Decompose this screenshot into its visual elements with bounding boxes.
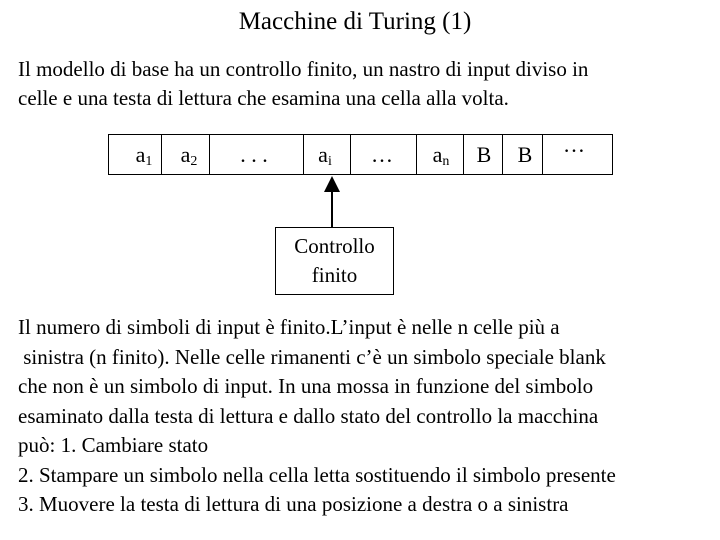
body-line: 3. Muovere la testa di lettura di una posizione a destra o a sinistra [18,492,569,516]
tape-cell-a2 [169,135,209,174]
tape-cell-dots: . . . [240,142,268,167]
tape-divider [502,135,503,174]
tape-cell-subscript: 1 [145,154,153,169]
tape-cell-blank: B [517,142,533,167]
tape-cell-blank: B [476,142,492,167]
tape-cell-ai [307,135,343,174]
body-line: esaminato dalla testa di lettura e dallo stato del controllo la macchina [18,403,599,428]
tape-cell-trailing-ellipsis: … [563,132,585,157]
intro-paragraph [18,55,708,113]
input-tape [108,134,613,175]
intro-line: celle e una testa di lettura che esamina una cella alla volta. [18,86,509,110]
control-label-line: finito [311,263,358,287]
tape-cell-ellipsis: … [371,142,393,167]
tape-cell-an [421,135,461,174]
tape-cell-subscript: 2 [190,154,198,169]
body-line: può: 1. Cambiare stato [18,433,209,457]
body-line: Il numero di simboli di input è finito.L’input è nelle n celle più a [18,315,560,339]
tape-divider [350,135,351,174]
tape-divider [161,135,162,174]
finite-control-box [275,227,394,295]
body-line: 2. Stampare un simbolo nella cella letta sostituendo il simbolo presente [18,462,616,487]
body-paragraph [18,313,718,520]
tape-divider [416,135,417,174]
tape-divider [303,135,304,174]
intro-line: Il modello di base ha un controllo finito, un nastro di input diviso in [18,57,589,81]
tape-cell-subscript: i [327,154,332,169]
read-head-arrow-shaft [331,190,333,228]
tape-cell-symbol: a [318,142,328,167]
control-label-line: Controllo [294,234,375,258]
tape-divider [209,135,210,174]
tape-divider [542,135,543,174]
body-line: che non è un simbolo di input. In una mossa in funzione del simbolo [18,374,594,398]
tape-cell-symbol: a [180,142,191,167]
tape-divider [463,135,464,174]
tape-cell-subscript: n [442,154,450,169]
tape-cell-symbol: a [432,142,443,167]
tape-cell-symbol: a [135,142,146,167]
body-line: sinistra (n finito). Nelle celle rimanenti c’è un simbolo speciale blank [18,344,606,369]
slide-title: Macchine di Turing (1) [238,8,472,35]
